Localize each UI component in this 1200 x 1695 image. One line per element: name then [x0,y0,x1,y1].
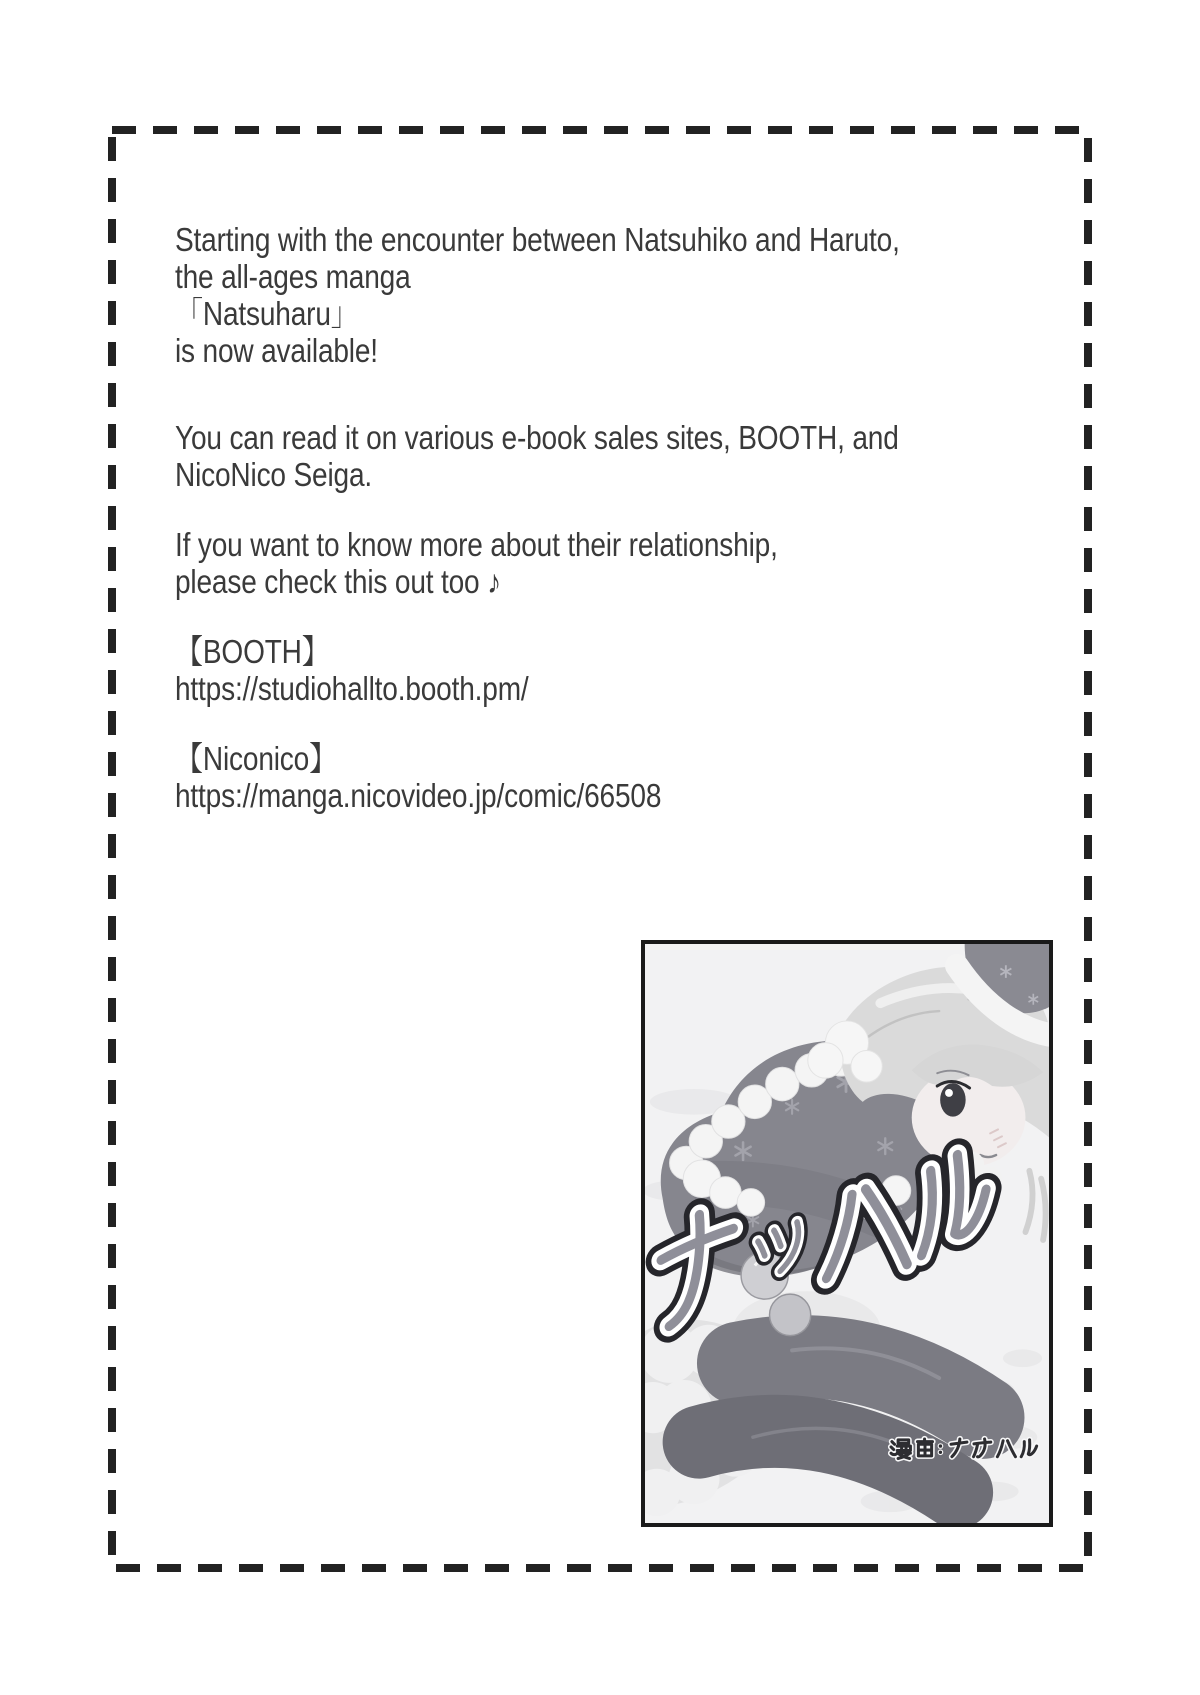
relationship-paragraph [175,526,900,600]
niconico-url: https://manga.nicovideo.jp/comic/66508 [175,777,662,814]
booth-url: https://studiohallto.booth.pm/ [175,670,529,707]
intro-line-1: Starting with the encounter between Natsuhiko and Haruto, [175,221,900,258]
intro-line-4: is now available! [175,332,378,369]
manga-cover-image [641,940,1053,1527]
booth-heading: 【BOOTH】 [175,633,330,670]
eye [940,1083,965,1117]
relationship-line-2: please check this out too ♪ [175,563,501,600]
manga-title-text: 「Natsuharu」 [175,295,359,332]
availability-line-2: NicoNico Seiga. [175,456,373,493]
availability-line-1: You can read it on various e-book sales sites, BOOTH, and [175,419,899,456]
intro-line-2: the all-ages manga [175,258,411,295]
intro-paragraph [175,221,900,369]
availability-paragraph [175,419,900,493]
niconico-heading: 【Niconico】 [175,740,337,777]
booth-section [175,633,900,707]
relationship-line-1: If you want to know more about their relationship, [175,526,778,563]
announcement-text [175,221,900,847]
niconico-section [175,740,900,814]
